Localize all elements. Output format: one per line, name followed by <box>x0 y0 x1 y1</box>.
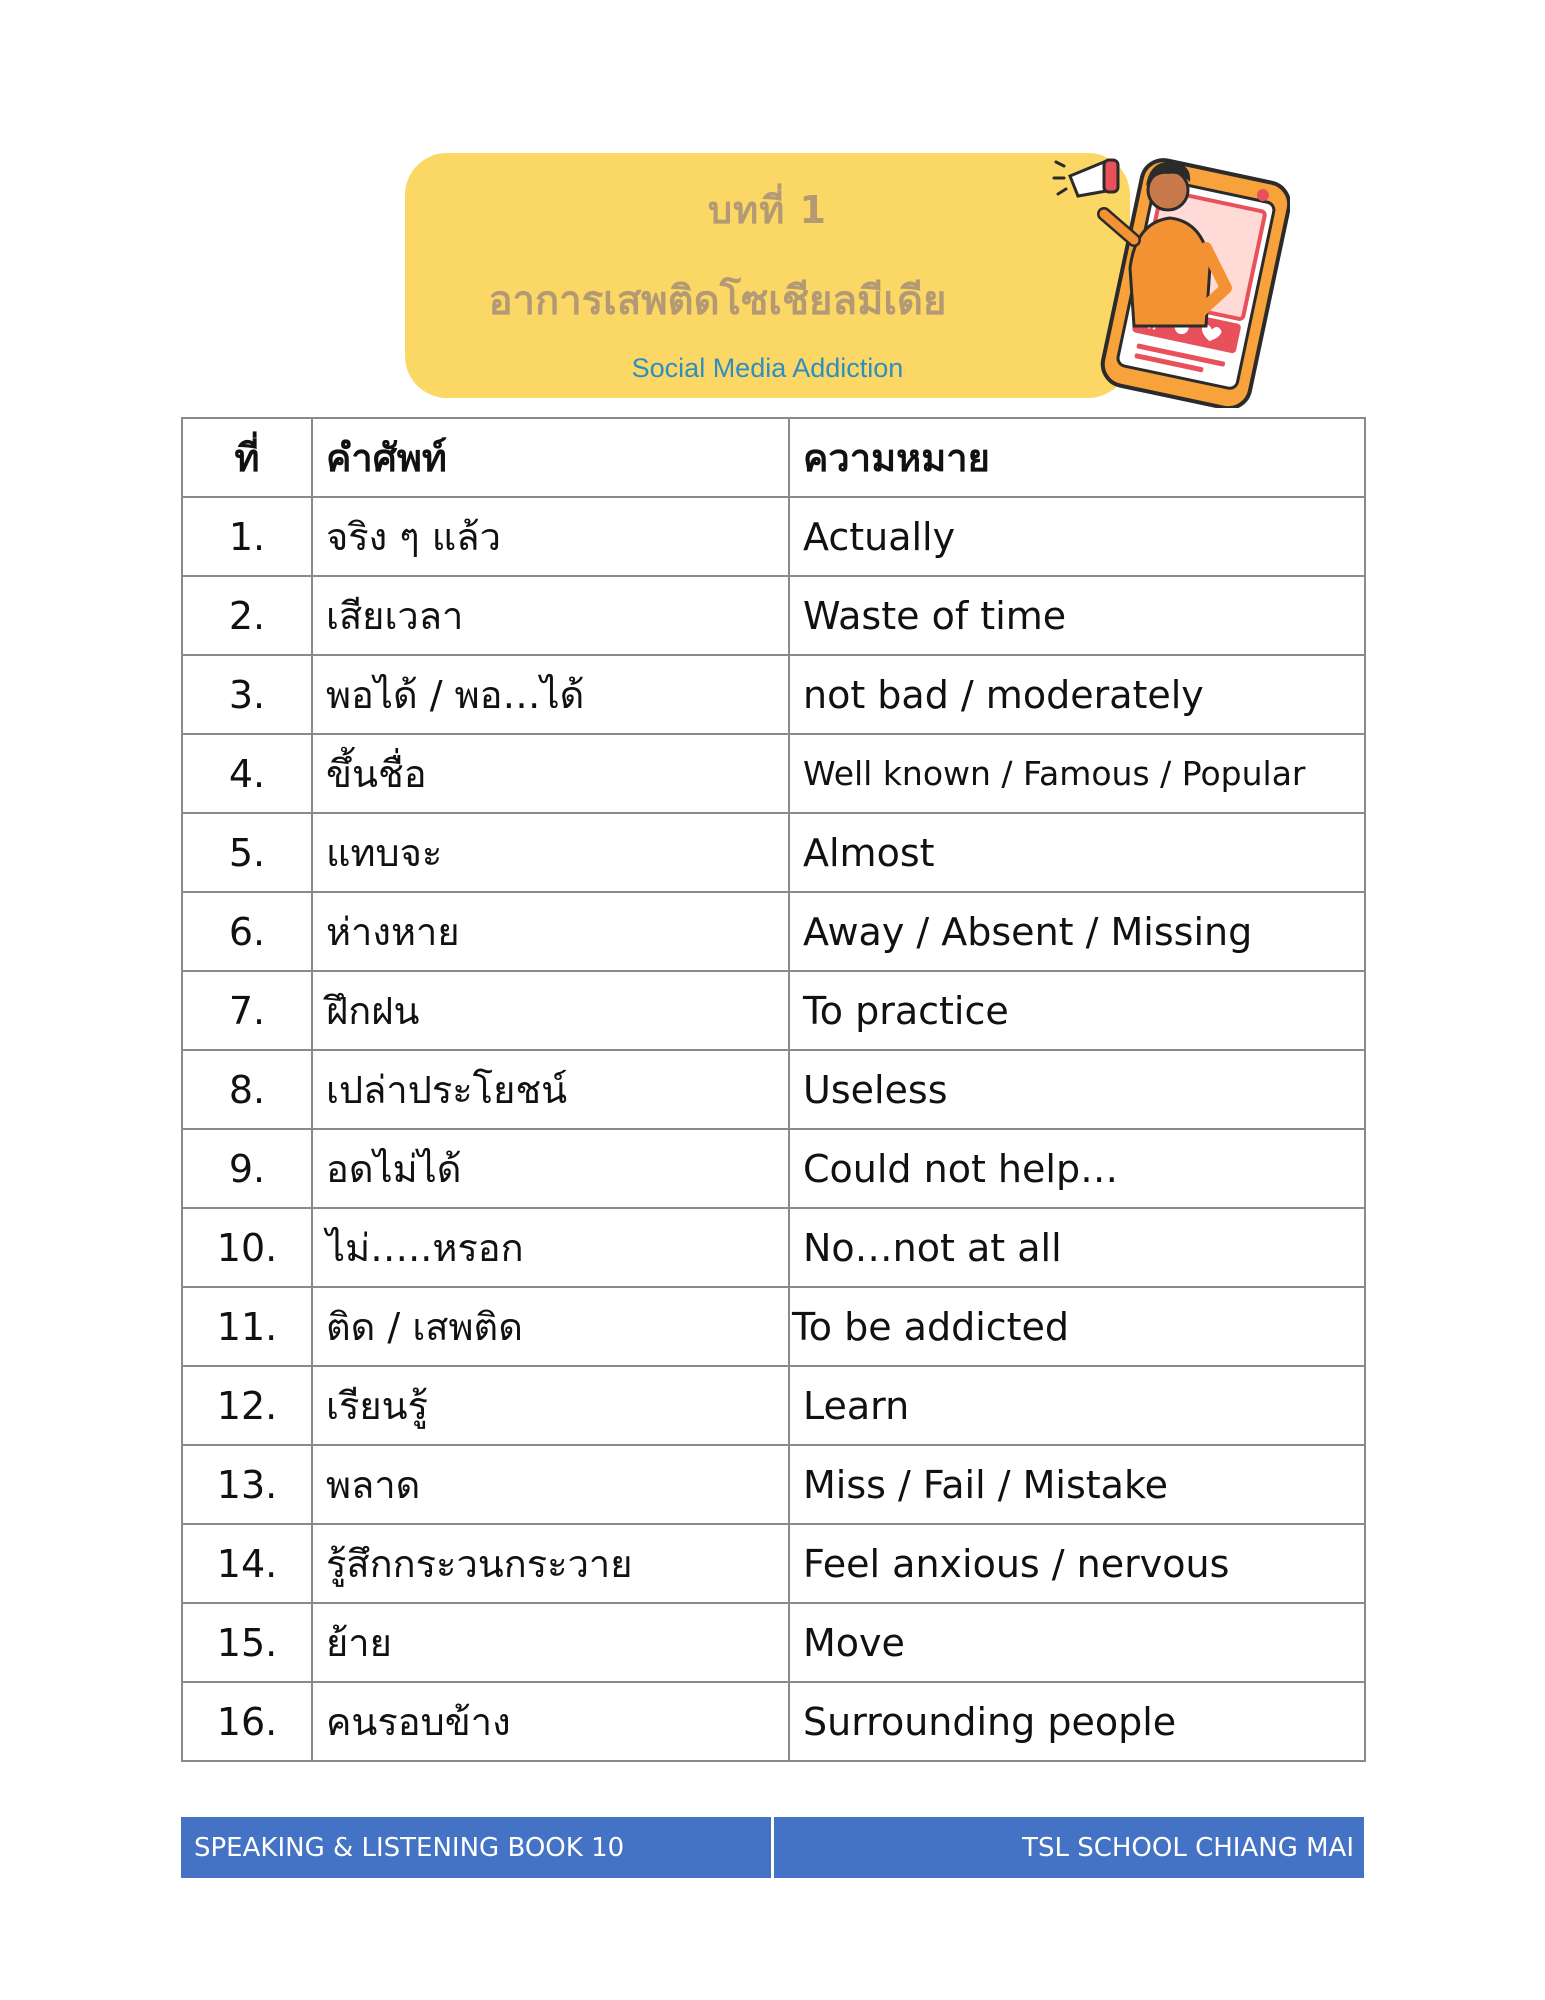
thai-word: คนรอบข้าง <box>312 1682 789 1761</box>
thai-word: ติด / เสพติด <box>312 1287 789 1366</box>
thai-word: ฝึกฝน <box>312 971 789 1050</box>
row-number: 5. <box>182 813 312 892</box>
table-row <box>182 1208 1365 1287</box>
table-row <box>182 892 1365 971</box>
english-meaning: Almost <box>789 813 1365 892</box>
english-meaning: No…not at all <box>789 1208 1365 1287</box>
thai-word: อดไม่ได้ <box>312 1129 789 1208</box>
page-footer <box>181 1817 1364 1878</box>
person-with-megaphone-phone-icon <box>1050 148 1290 408</box>
row-number: 15. <box>182 1603 312 1682</box>
english-meaning: Could not help… <box>789 1129 1365 1208</box>
table-row <box>182 1366 1365 1445</box>
column-header-meaning: ความหมาย <box>789 418 1365 497</box>
thai-word: แทบจะ <box>312 813 789 892</box>
column-header-word: คำศัพท์ <box>312 418 789 497</box>
lesson-number: บทที่ 1 <box>708 188 827 232</box>
english-meaning: Well known / Famous / Popular <box>789 734 1365 813</box>
row-number: 16. <box>182 1682 312 1761</box>
english-meaning: Learn <box>789 1366 1365 1445</box>
row-number: 11. <box>182 1287 312 1366</box>
english-meaning: To be addicted <box>789 1287 1365 1366</box>
table-row <box>182 655 1365 734</box>
row-number: 10. <box>182 1208 312 1287</box>
english-meaning: Feel anxious / nervous <box>789 1524 1365 1603</box>
thai-word: ขึ้นชื่อ <box>312 734 789 813</box>
thai-word: เรียนรู้ <box>312 1366 789 1445</box>
row-number: 14. <box>182 1524 312 1603</box>
table-row <box>182 1287 1365 1366</box>
english-meaning: not bad / moderately <box>789 655 1365 734</box>
table-row <box>182 1445 1365 1524</box>
thai-word: พอได้ / พอ…ได้ <box>312 655 789 734</box>
lesson-title: อาการเสพติดโซเชียลมีเดีย <box>488 278 947 324</box>
table-row <box>182 1603 1365 1682</box>
table-row <box>182 497 1365 576</box>
lesson-subtitle: Social Media Addiction <box>631 353 904 383</box>
table-row <box>182 971 1365 1050</box>
row-number: 1. <box>182 497 312 576</box>
thai-word: พลาด <box>312 1445 789 1524</box>
row-number: 4. <box>182 734 312 813</box>
row-number: 2. <box>182 576 312 655</box>
thai-word: รู้สึกกระวนกระวาย <box>312 1524 789 1603</box>
english-meaning: Actually <box>789 497 1365 576</box>
row-number: 7. <box>182 971 312 1050</box>
table-row <box>182 1129 1365 1208</box>
row-number: 9. <box>182 1129 312 1208</box>
thai-word: ห่างหาย <box>312 892 789 971</box>
english-meaning: To practice <box>789 971 1365 1050</box>
row-number: 3. <box>182 655 312 734</box>
english-meaning: Away / Absent / Missing <box>789 892 1365 971</box>
table-row <box>182 576 1365 655</box>
table-row <box>182 813 1365 892</box>
thai-word: ย้าย <box>312 1603 789 1682</box>
vocabulary-table <box>181 417 1366 1762</box>
footer-school-name: TSL SCHOOL CHIANG MAI <box>774 1817 1364 1878</box>
table-row <box>182 1682 1365 1761</box>
table-row <box>182 1524 1365 1603</box>
lesson-header <box>405 153 1130 398</box>
table-header-row <box>182 418 1365 497</box>
row-number: 6. <box>182 892 312 971</box>
english-meaning: Waste of time <box>789 576 1365 655</box>
row-number: 8. <box>182 1050 312 1129</box>
english-meaning: Miss / Fail / Mistake <box>789 1445 1365 1524</box>
thai-word: ไม่…..หรอก <box>312 1208 789 1287</box>
english-meaning: Useless <box>789 1050 1365 1129</box>
column-header-number: ที่ <box>182 418 312 497</box>
row-number: 13. <box>182 1445 312 1524</box>
thai-word: เสียเวลา <box>312 576 789 655</box>
footer-book-title: SPEAKING & LISTENING BOOK 10 <box>181 1817 771 1878</box>
thai-word: เปล่าประโยชน์ <box>312 1050 789 1129</box>
english-meaning: Move <box>789 1603 1365 1682</box>
english-meaning: Surrounding people <box>789 1682 1365 1761</box>
row-number: 12. <box>182 1366 312 1445</box>
table-row <box>182 734 1365 813</box>
thai-word: จริง ๆ แล้ว <box>312 497 789 576</box>
table-row <box>182 1050 1365 1129</box>
